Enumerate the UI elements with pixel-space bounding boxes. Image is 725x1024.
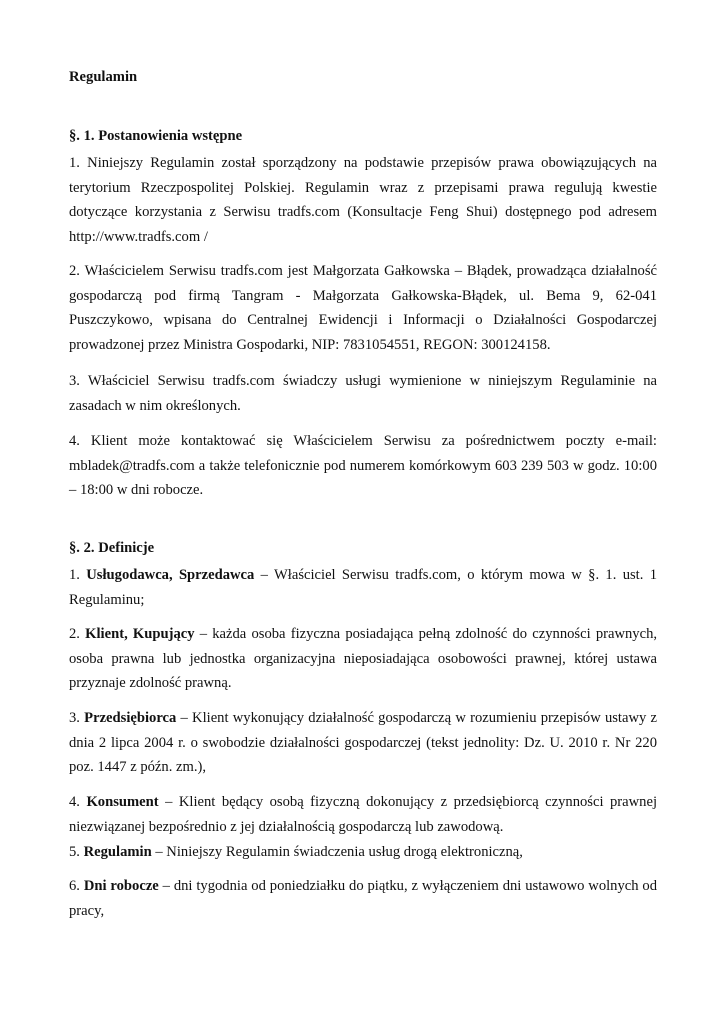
definition-text: – Niniejszy Regulamin świadczenia usług drogą elektroniczną,: [151, 844, 523, 860]
definition-term: Klient, Kupujący: [85, 626, 195, 642]
definition-number: 1.: [69, 567, 87, 583]
definition-number: 3.: [69, 710, 85, 726]
definition-number: 2.: [69, 626, 86, 642]
section-heading-2: §. 2. Definicje: [69, 540, 155, 556]
definition-term: Dni robocze: [83, 878, 159, 894]
document-title: Regulamin: [69, 69, 138, 85]
definition-5: [69, 840, 657, 865]
definition-text: – dni tygodnia od poniedziałku do piątku, z wyłączeniem dni ustawowo wolnych od pracy,: [69, 878, 658, 919]
definition-number: 6.: [69, 878, 84, 894]
definition-term: Regulamin: [83, 844, 152, 860]
definition-text: – Klient będący osobą fizyczną dokonujący z przedsiębiorcą czynności prawnej niezwiązanej bezpośrednio z jej działalnością gospodarczą lub zawodową.: [69, 794, 657, 835]
definition-number: 5.: [69, 844, 84, 860]
definition-text: – Klient wykonujący działalność gospodarczą w rozumieniu przepisów ustawy z dnia 2 lipca 2004 r. o swobodzie działalności gospodarczej (tekst jednolity: Dz. U. 2010 r. Nr 220 poz. 1447 z późn. zm.),: [69, 710, 658, 775]
definition-3: [69, 706, 657, 780]
definition-term: Usługodawca, Sprzedawca: [86, 567, 255, 583]
definition-6: [69, 874, 657, 923]
paragraph-1-1: 1. Niniejszy Regulamin został sporządzony na podstawie przepisów prawa obowiązujących na terytorium Rzeczpospolitej Polskiej. Regulamin wraz z przepisami prawa regulują kwestie dotyczące korzystania z Serwisu tradfs.com (Konsultacje Feng Shui) dostępnego pod adresem http://www.tradfs.com /: [69, 155, 657, 245]
paragraph-1-4: 4. Klient może kontaktować się Właścicielem Serwisu za pośrednictwem poczty e-mail: mbladek@tradfs.com a także telefonicznie pod numerem komórkowym 603 239 503 w godz. 10:00 – 18:00 w dni robocze.: [69, 433, 657, 498]
paragraph-1-2: 2. Właścicielem Serwisu tradfs.com jest Małgorzata Gałkowska – Błądek, prowadząca działalność gospodarczą pod firmą Tangram - Małgorzata Gałkowska-Błądek, ul. Bema 9, 62-041 Puszczykowo, wpisana do Centralnej Ewidencji i Informacji o Działalności Gospodarczej prowadzonej przez Ministra Gospodarki, NIP: 7831054551, REGON: 300124158.: [69, 263, 657, 353]
definition-text: – Właściciel Serwisu tradfs.com, o którym mowa w §. 1. ust. 1 Regulaminu;: [69, 567, 657, 608]
definition-number: 4.: [69, 794, 87, 810]
definition-term: Przedsiębiorca: [84, 710, 177, 726]
definition-term: Konsument: [86, 794, 159, 810]
definition-1: [69, 563, 657, 612]
definition-2: [69, 622, 657, 696]
definition-text: – każda osoba fizyczna posiadająca pełną zdolność do czynności prawnych, osoba prawna lub jednostka organizacyjna nieposiadająca osobowości prawnej, której ustawa przyznaje zdolność prawną.: [69, 626, 658, 691]
section-heading-1: §. 1. Postanowienia wstępne: [69, 128, 243, 144]
paragraph-1-3: 3. Właściciel Serwisu tradfs.com świadczy usługi wymienione w niniejszym Regulaminie na zasadach w nim określonych.: [69, 373, 657, 414]
definition-4: [69, 790, 657, 839]
